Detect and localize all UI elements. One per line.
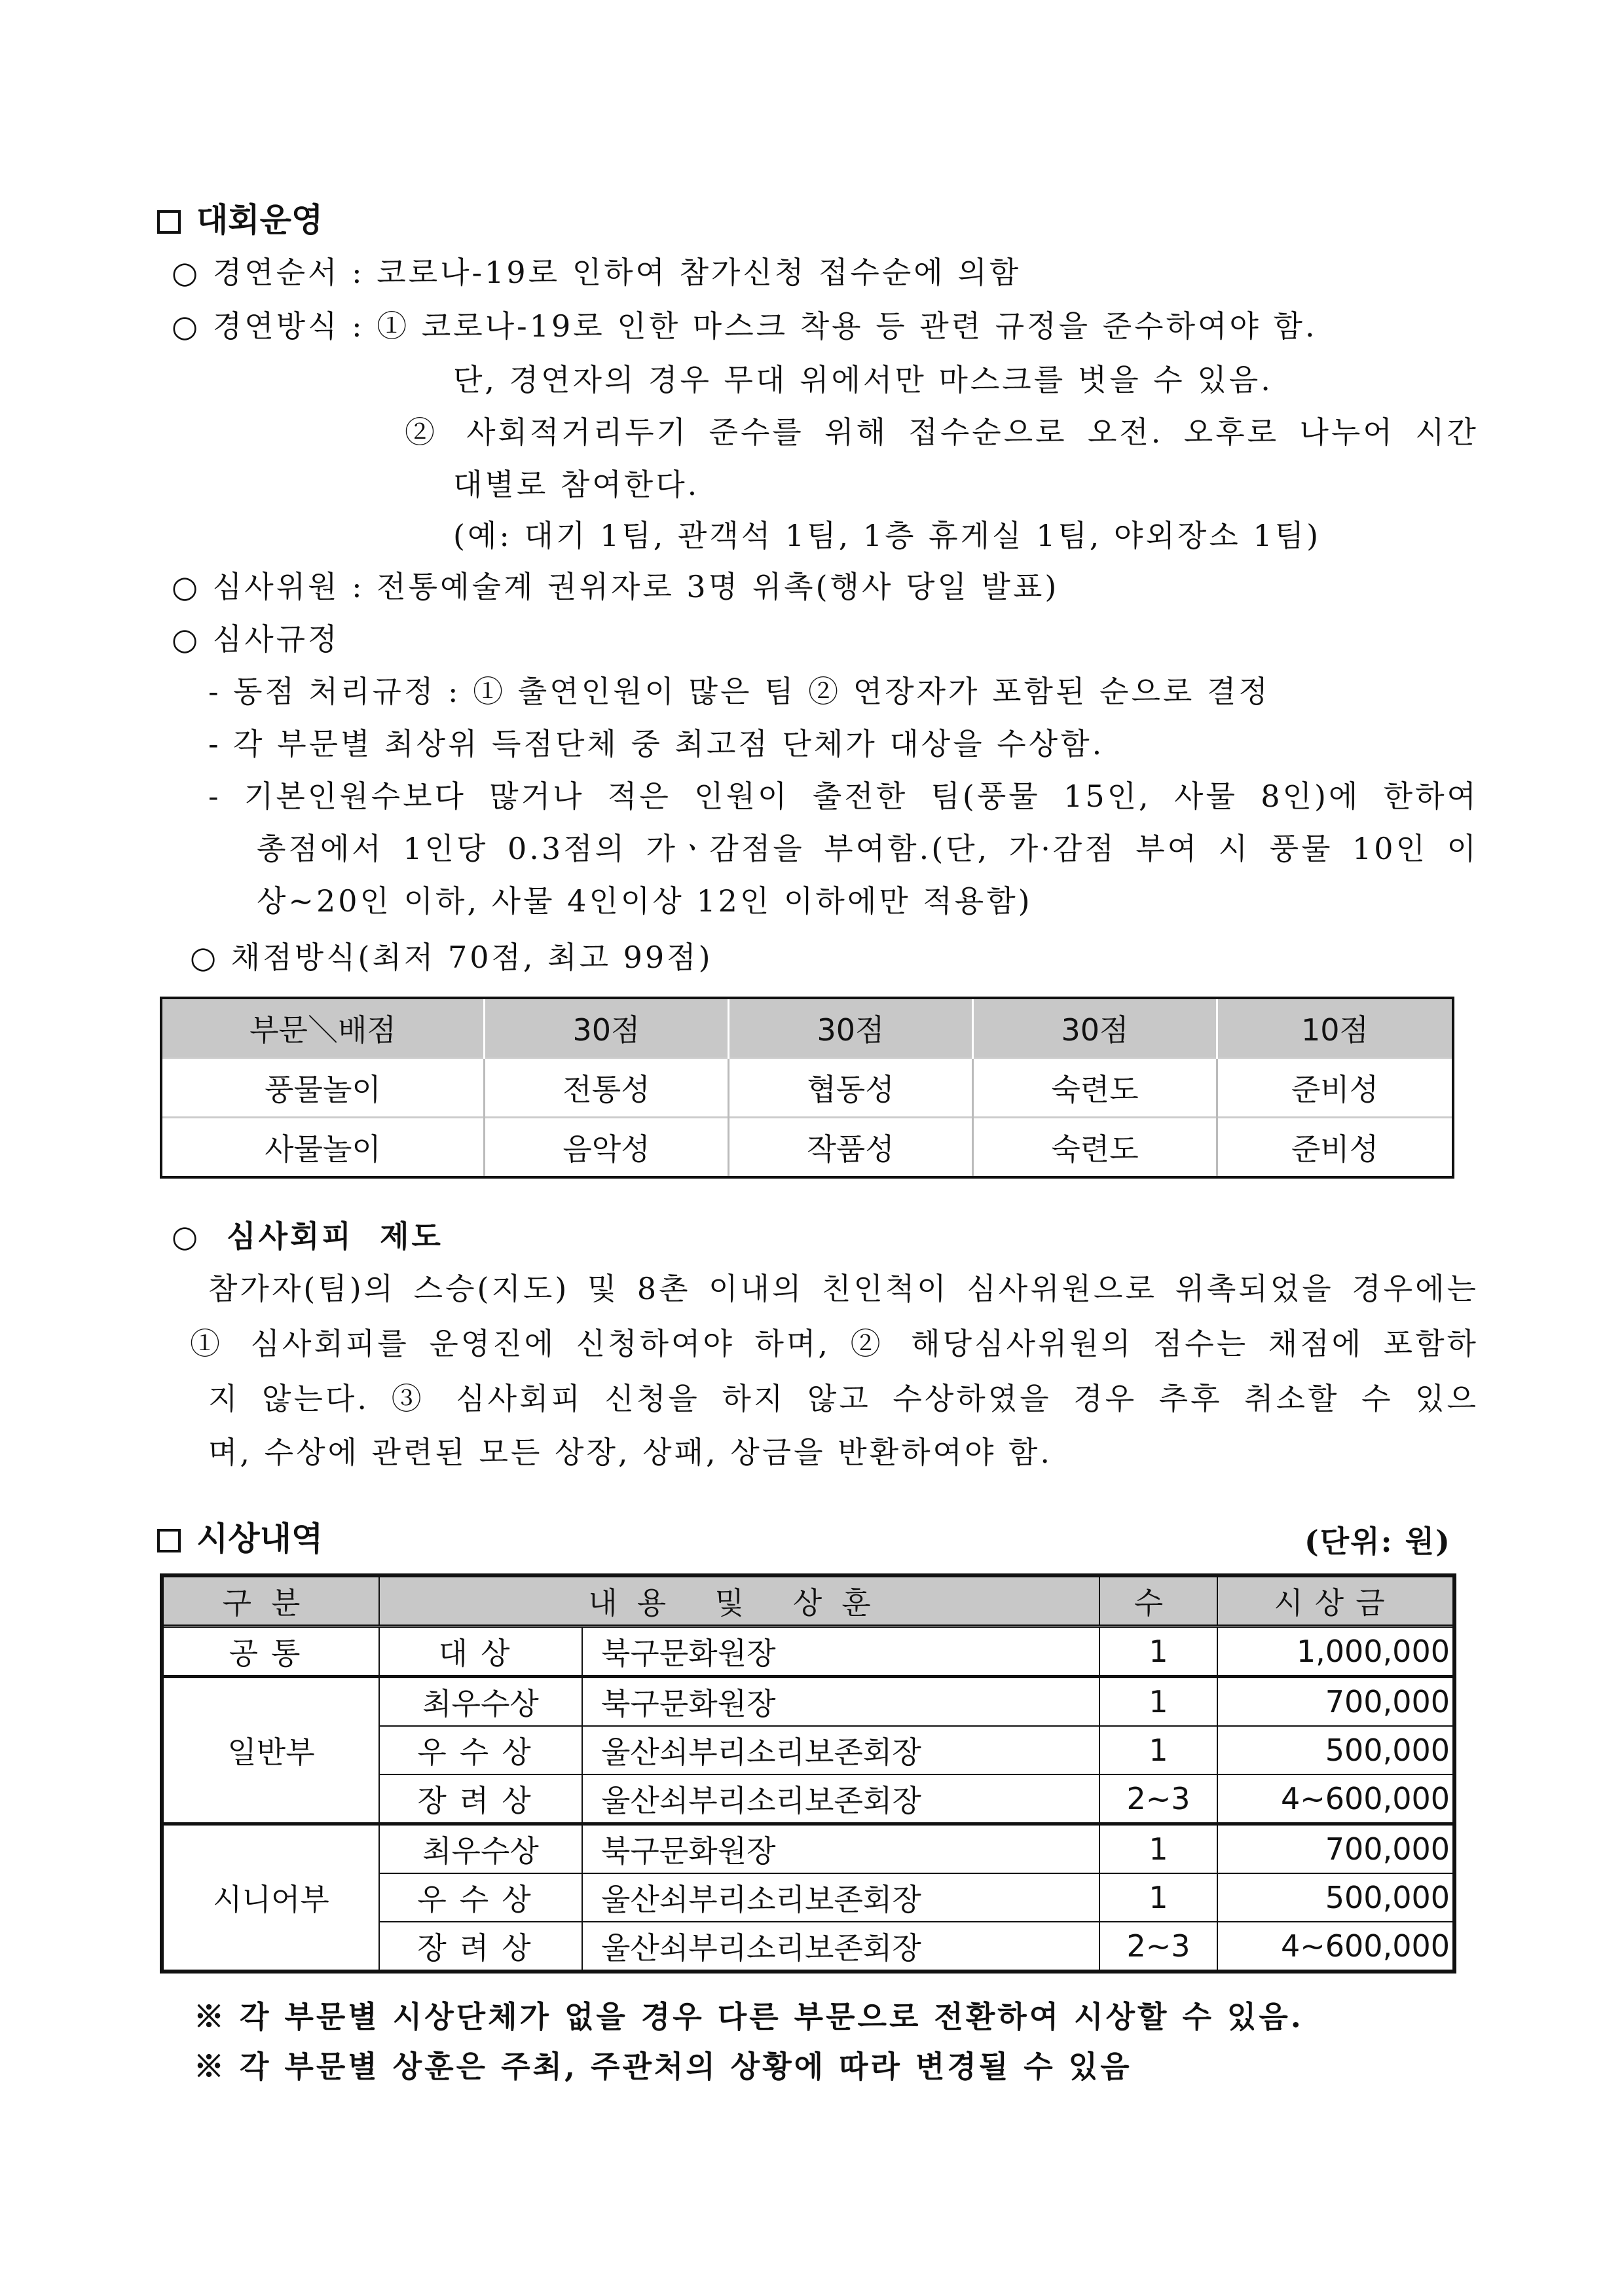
giver-cell: 울산쇠부리소리보존회장 bbox=[582, 1774, 1099, 1824]
award-cell: 최우수상 bbox=[379, 1824, 582, 1874]
score-cell: 숙련도 bbox=[973, 1118, 1217, 1178]
group-cell: 일반부 bbox=[162, 1677, 379, 1824]
method-line-2a: ② 사회적거리두기 준수를 위해 접수순으로 오전. 오후로 나누어 시간 bbox=[405, 414, 1479, 450]
score-cell: 협동성 bbox=[729, 1058, 973, 1118]
recusal-line-2: ① 심사회피를 운영진에 신청하여야 하며, ② 해당심사위원의 점수는 채점에 포함하 bbox=[190, 1326, 1479, 1361]
section-heading-awards bbox=[157, 1513, 323, 1560]
giver-cell: 북구문화원장 bbox=[582, 1677, 1099, 1727]
rule-3c: 상~20인 이하, 사물 4인이상 12인 이하에만 적용함) bbox=[257, 883, 1033, 919]
section-title: 시상내역 bbox=[196, 1519, 323, 1558]
method-line-2c: (예: 대기 1팀, 관객석 1팀, 1층 휴게실 1팀, 야외장소 1팀) bbox=[453, 518, 1321, 553]
awards-table bbox=[160, 1573, 1456, 1974]
note-2: ※ 각 부문별 상훈은 주최, 주관처의 상황에 따라 변경될 수 있음 bbox=[194, 2049, 1132, 2084]
group-cell: 시니어부 bbox=[162, 1824, 379, 1972]
scoring-title: ○ 채점방식(최저 70점, 최고 99점) bbox=[190, 940, 713, 975]
recusal-line-1: 참가자(팀)의 스승(지도) 및 8촌 이내의 친인척이 심사위원으로 위촉되었을 경우에는 bbox=[208, 1271, 1479, 1306]
score-cell: 풍물놀이 bbox=[161, 1058, 485, 1118]
score-cell: 준비성 bbox=[1217, 1058, 1454, 1118]
score-header-cell: 30점 bbox=[729, 998, 973, 1058]
recusal-line-3: 지 않는다. ③ 심사회피 신청을 하지 않고 수상하였을 경우 추후 취소할 수 있으 bbox=[208, 1381, 1479, 1416]
awards-header-cell: 내용 및 상훈 bbox=[379, 1575, 1099, 1626]
score-header-cell: 10점 bbox=[1217, 998, 1454, 1058]
awards-header-row bbox=[162, 1575, 1454, 1626]
award-cell: 장려상 bbox=[379, 1774, 582, 1824]
section-title: 대회운영 bbox=[196, 200, 323, 239]
amount-cell: 4~600,000 bbox=[1217, 1922, 1454, 1972]
checkbox-square-icon bbox=[157, 210, 181, 234]
method-line-1a: ○ 경연방식 : ① 코로나-19로 인한 마스크 착용 등 관련 규정을 준수하여야 함. bbox=[172, 308, 1318, 344]
amount-cell: 700,000 bbox=[1217, 1677, 1454, 1727]
giver-cell: 울산쇠부리소리보존회장 bbox=[582, 1922, 1099, 1972]
giver-cell: 북구문화원장 bbox=[582, 1824, 1099, 1874]
method-line-2b: 대별로 참여한다. bbox=[453, 467, 700, 502]
note-1: ※ 각 부문별 시상단체가 없을 경우 다른 부문으로 전환하여 시상할 수 있음. bbox=[194, 1999, 1304, 2034]
scoring-header-row bbox=[161, 998, 1453, 1058]
awards-header-cell: 시상금 bbox=[1217, 1575, 1454, 1626]
score-cell: 사물놀이 bbox=[161, 1118, 485, 1178]
amount-cell: 4~600,000 bbox=[1217, 1774, 1454, 1824]
amount-cell: 500,000 bbox=[1217, 1726, 1454, 1774]
recusal-line-4: 며, 수상에 관련된 모든 상장, 상패, 상금을 반환하여야 함. bbox=[208, 1435, 1053, 1470]
giver-cell: 울산쇠부리소리보존회장 bbox=[582, 1726, 1099, 1774]
award-cell: 대상 bbox=[379, 1626, 582, 1677]
count-cell: 1 bbox=[1099, 1677, 1217, 1727]
score-cell: 숙련도 bbox=[973, 1058, 1217, 1118]
table-row bbox=[161, 1058, 1453, 1118]
award-cell: 최우수상 bbox=[379, 1677, 582, 1727]
rules-title: ○ 심사규정 bbox=[172, 621, 340, 657]
rule-1: - 동점 처리규정 : ① 출연인원이 많은 팀 ② 연장자가 포함된 순으로 결정 bbox=[208, 674, 1270, 709]
recusal-title: ○ 심사회피 제도 bbox=[172, 1219, 443, 1254]
checkbox-square-icon bbox=[157, 1529, 181, 1552]
count-cell: 1 bbox=[1099, 1626, 1217, 1677]
score-cell: 작품성 bbox=[729, 1118, 973, 1178]
score-cell: 준비성 bbox=[1217, 1118, 1454, 1178]
awards-header-cell: 구분 bbox=[162, 1575, 379, 1626]
award-cell: 우수상 bbox=[379, 1873, 582, 1922]
rule-2: - 각 부문별 최상위 득점단체 중 최고점 단체가 대상을 수상함. bbox=[208, 726, 1105, 762]
rule-3a: - 기본인원수보다 많거나 적은 인원이 출전한 팀(풍물 15인, 사물 8인)에 한하여 bbox=[208, 779, 1479, 814]
award-cell: 장려상 bbox=[379, 1922, 582, 1972]
count-cell: 2~3 bbox=[1099, 1774, 1217, 1824]
giver-cell: 북구문화원장 bbox=[582, 1626, 1099, 1677]
amount-cell: 500,000 bbox=[1217, 1873, 1454, 1922]
rule-3b: 총점에서 1인당 0.3점의 가ㆍ감점을 부여함.(단, 가·감점 부여 시 풍물 10인 이 bbox=[257, 831, 1479, 866]
group-cell: 공통 bbox=[162, 1626, 379, 1677]
score-header-cell: 30점 bbox=[485, 998, 729, 1058]
score-header-cell: 30점 bbox=[973, 998, 1217, 1058]
scoring-table bbox=[160, 997, 1454, 1179]
score-header-cell: 부문＼배점 bbox=[161, 998, 485, 1058]
section-heading-operations bbox=[157, 194, 323, 241]
order-line: ○ 경연순서 : 코로나-19로 인하여 참가신청 접수순에 의함 bbox=[172, 255, 1022, 290]
award-cell: 우수상 bbox=[379, 1726, 582, 1774]
judges-line: ○ 심사위원 : 전통예술계 권위자로 3명 위촉(행사 당일 발표) bbox=[172, 569, 1060, 604]
count-cell: 2~3 bbox=[1099, 1922, 1217, 1972]
amount-cell: 700,000 bbox=[1217, 1824, 1454, 1874]
method-line-1b: 단, 경연자의 경우 무대 위에서만 마스크를 벗을 수 있음. bbox=[453, 362, 1273, 397]
amount-cell: 1,000,000 bbox=[1217, 1626, 1454, 1677]
score-cell: 전통성 bbox=[485, 1058, 729, 1118]
awards-header-cell: 수 bbox=[1099, 1575, 1217, 1626]
count-cell: 1 bbox=[1099, 1824, 1217, 1874]
table-row bbox=[162, 1677, 1454, 1727]
giver-cell: 울산쇠부리소리보존회장 bbox=[582, 1873, 1099, 1922]
count-cell: 1 bbox=[1099, 1726, 1217, 1774]
table-row bbox=[161, 1118, 1453, 1178]
table-row bbox=[162, 1626, 1454, 1677]
unit-label: (단위: 원) bbox=[1304, 1524, 1451, 1559]
table-row bbox=[162, 1824, 1454, 1874]
count-cell: 1 bbox=[1099, 1873, 1217, 1922]
score-cell: 음악성 bbox=[485, 1118, 729, 1178]
